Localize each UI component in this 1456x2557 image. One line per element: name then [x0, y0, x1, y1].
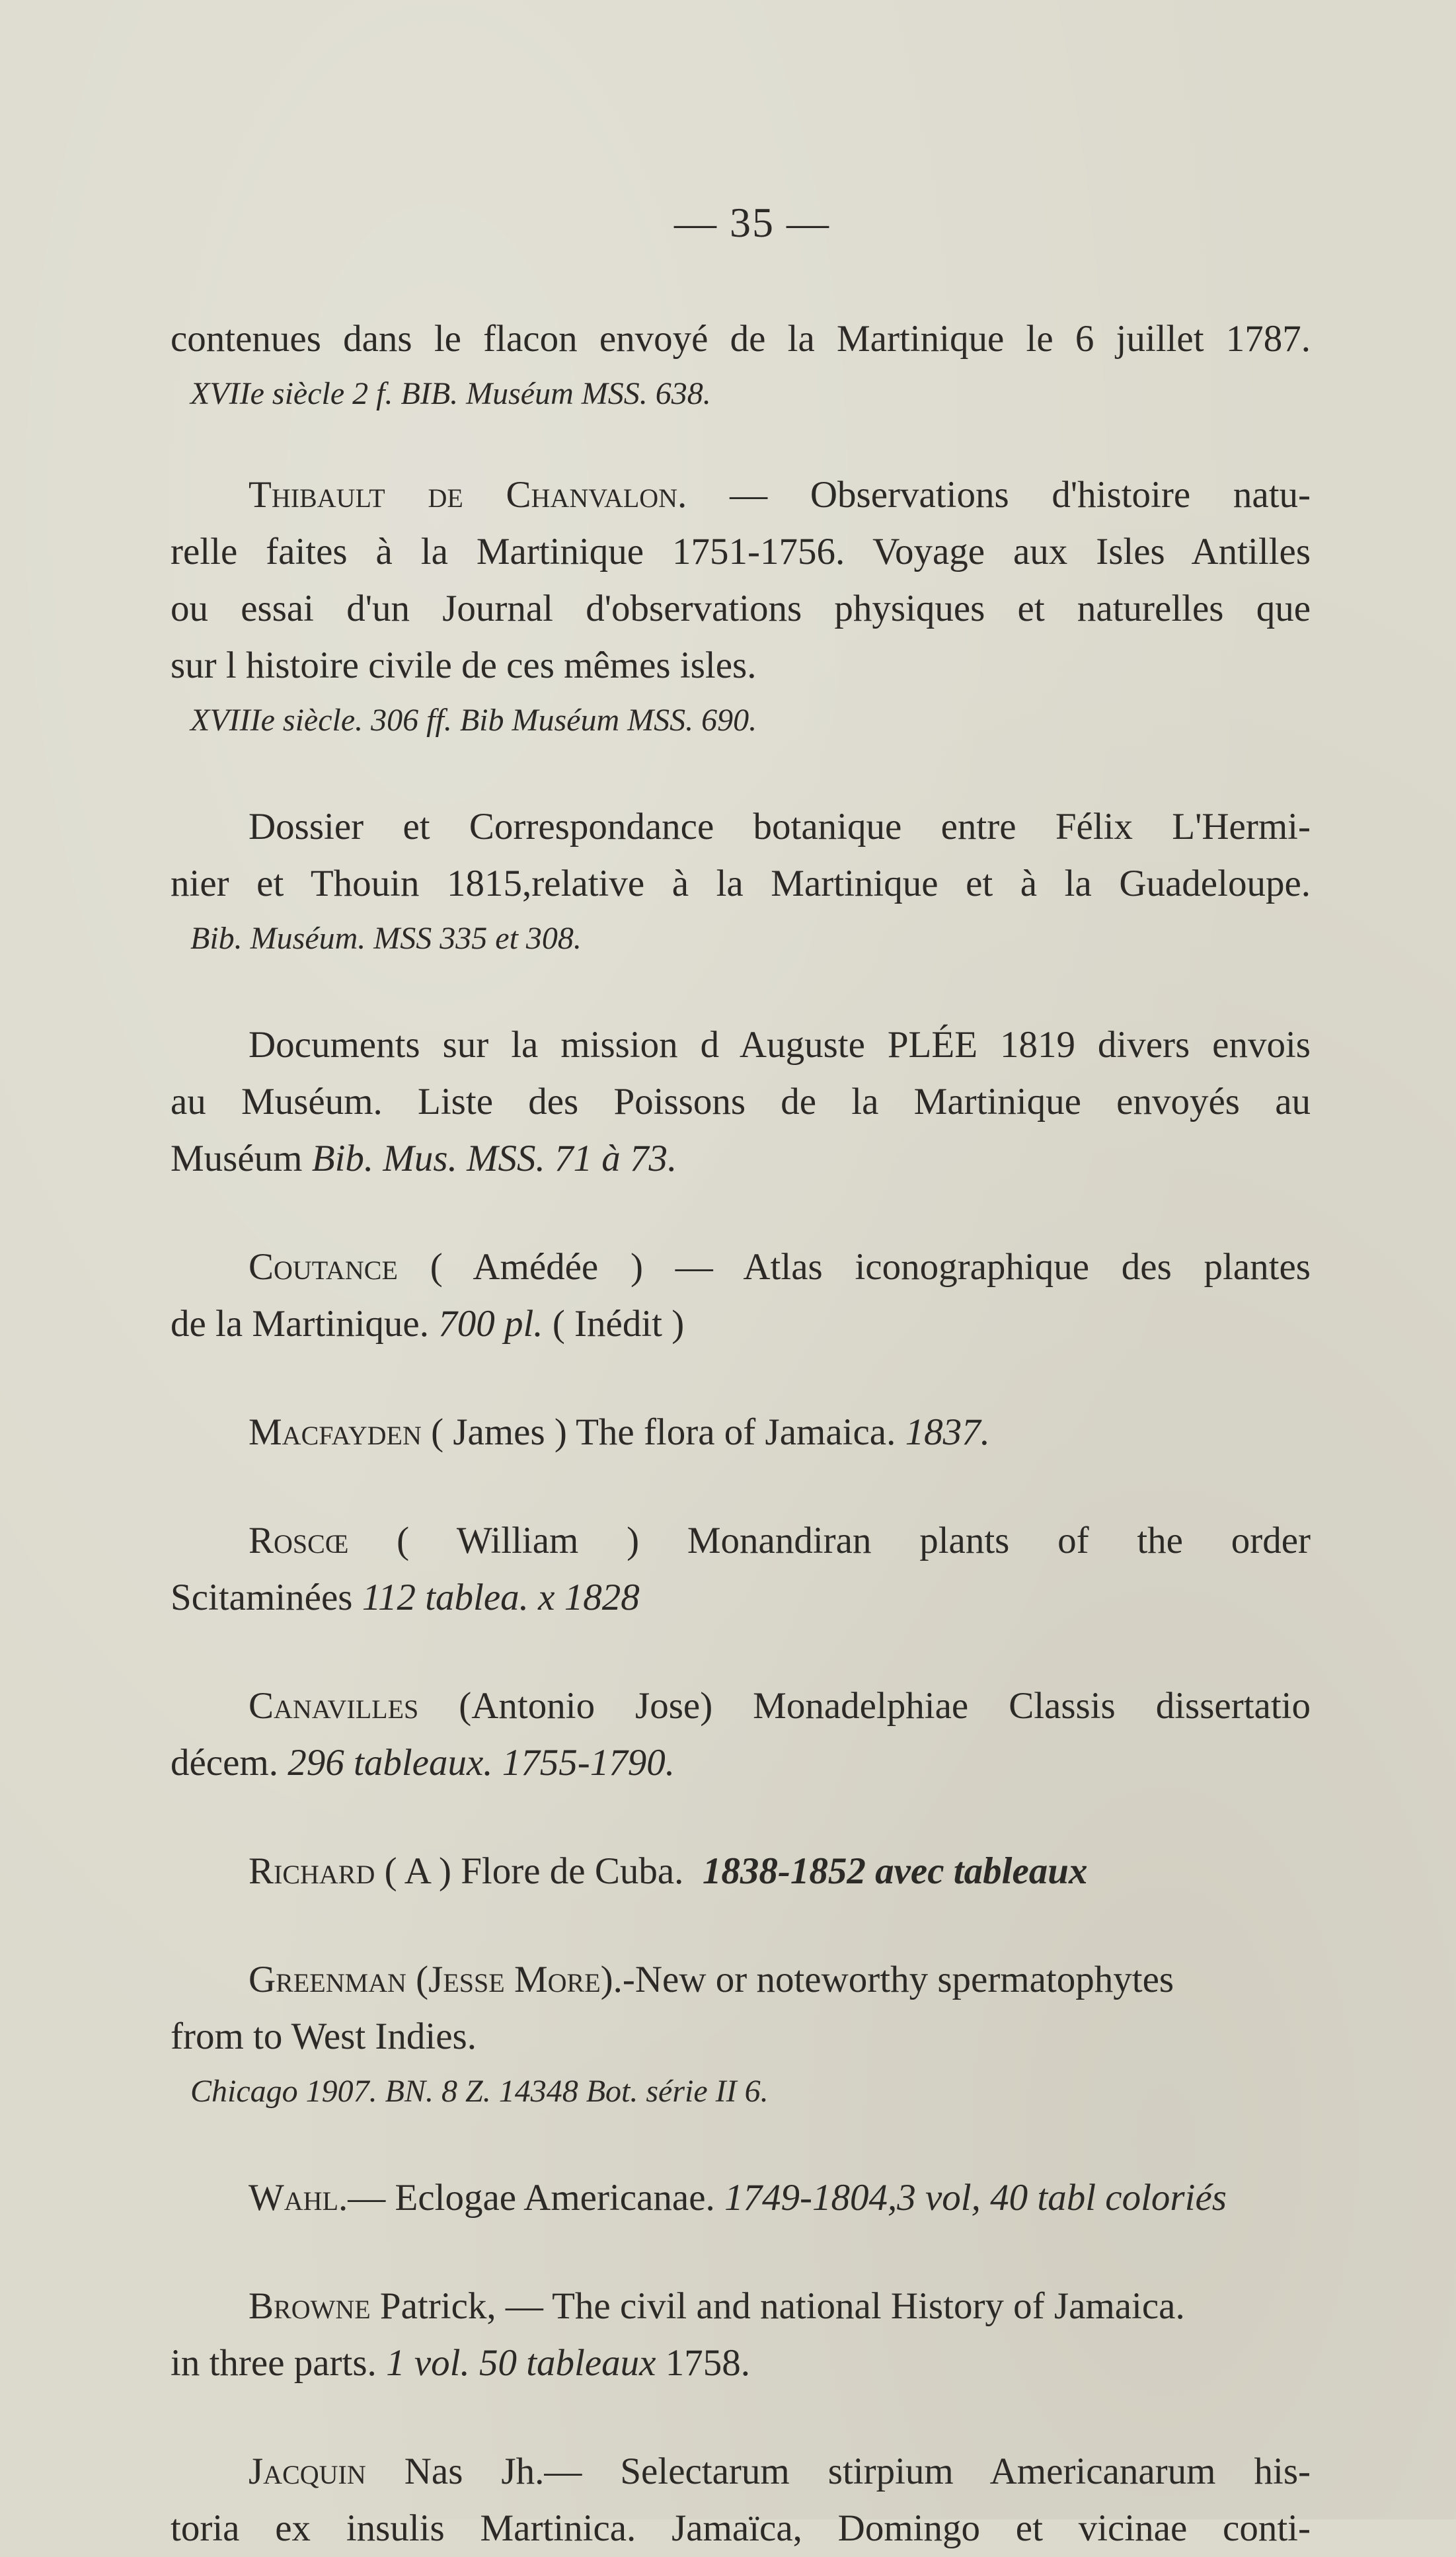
entry-plates: 700 pl. [438, 1303, 543, 1345]
entry-line [171, 1239, 1311, 1296]
entry-citation: XVIIe siècle 2 f. BIB. Muséum MSS. 638. [190, 376, 711, 411]
entry-line [171, 1130, 1311, 1187]
entry-author: Richard [249, 1850, 375, 1892]
entry-flacon [171, 311, 1311, 420]
entry-line: Documents sur la mission d Auguste PLÉE 1819 divers envois [249, 1024, 1311, 1066]
entry-text: décem. [171, 1742, 278, 1784]
entry-citation-inline: Bib. Mus. MSS. 71 à 73. [311, 1138, 677, 1179]
entry-browne [171, 2278, 1311, 2392]
entry-greenman [171, 1951, 1311, 2118]
entry-dossier [171, 799, 1311, 965]
entry-text: — Eclogae Americanae. [348, 2177, 715, 2219]
entry-roscoe [171, 1513, 1311, 1626]
entry-line [171, 1404, 1311, 1461]
entry-author: Roscœ [249, 1520, 349, 1561]
entry-line: from to West Indies. [171, 2016, 477, 2057]
entry-text: Patrick, — The civil and national History of Jamaica. [379, 2285, 1185, 2327]
entry-line [171, 1735, 1311, 1791]
entry-plates: 296 tableaux. 1755-1790. [287, 1742, 675, 1784]
entry-author: Jacquin [249, 2451, 366, 2492]
entry-citation: XVIIIe siècle. 306 ff. Bib Muséum MSS. 690. [190, 703, 757, 738]
entry-text: Scitaminées [171, 1577, 353, 1618]
entry-line [171, 1513, 1311, 1569]
entry-line [171, 1843, 1311, 1900]
entry-author: Coutance [249, 1246, 398, 1288]
entry-line [171, 467, 1311, 524]
entry-text: in three parts. [171, 2342, 377, 2384]
entry-citation: Bib. Muséum. MSS 335 et 308. [190, 921, 582, 956]
entry-text: -New or noteworthy spermatophytes [622, 1959, 1174, 2000]
entry-note: ( Inédit ) [552, 1303, 685, 1345]
entry-text: ( Amédée ) — Atlas iconographique des plantes [430, 1246, 1311, 1288]
page-number: — 35 — [674, 199, 830, 246]
entry-coutance [171, 1239, 1311, 1353]
entry-text: ( William ) Monandiran plants of the order [397, 1520, 1311, 1561]
entry-richard [171, 1843, 1311, 1900]
entry-documents [171, 1017, 1311, 1187]
entry-author: Browne [249, 2285, 371, 2327]
entry-line: ou essai d'un Journal d'observations physiques et naturelles que [171, 588, 1311, 629]
entry-line: sur l histoire civile de ces mêmes isles. [171, 645, 757, 686]
entry-text: Nas Jh.— Selectarum stirpium Americanarum his- [404, 2451, 1311, 2492]
entry-text: ( James ) The flora of Jamaica. [431, 1411, 896, 1453]
entry-author: Greenman (Jesse More). [249, 1959, 623, 2000]
entry-plates: 1749-1804,3 vol, 40 tabl coloriés [724, 2177, 1227, 2219]
entry-plates: 1838-1852 avec tableaux [702, 1850, 1088, 1892]
entry-line [171, 2170, 1311, 2226]
entry-wahl [171, 2170, 1311, 2226]
entry-line: contenues dans le flacon envoyé de la Martinique le 6 juillet 1787. [171, 318, 1311, 360]
entry-canavilles [171, 1678, 1311, 1791]
entry-line: nier et Thouin 1815,relative à la Martinique et à la Guadeloupe. [171, 863, 1311, 904]
entry-line [171, 1296, 1311, 1353]
entry-text: Muséum [171, 1138, 303, 1179]
entry-plates: 1 vol. 50 tableaux [386, 2342, 656, 2384]
entry-macfayden [171, 1404, 1311, 1461]
entry-text: (Antonio Jose) Monadelphiae Classis dissertatio [459, 1685, 1311, 1727]
entry-line [171, 1951, 1311, 2008]
entry-thibault [171, 467, 1311, 747]
entry-line [171, 1678, 1311, 1735]
entry-line: Dossier et Correspondance botanique entre Félix L'Hermi- [249, 806, 1311, 847]
entry-text: de la Martinique. [171, 1303, 429, 1345]
entry-line: toria ex insulis Martinica. Jamaïca, Domingo et vicinae conti- [171, 2507, 1311, 2549]
entry-author: Canavilles [249, 1685, 419, 1727]
entry-jacquin [171, 2443, 1311, 2557]
entry-line [171, 2443, 1311, 2500]
entry-line [171, 2278, 1311, 2335]
entry-citation: Chicago 1907. BN. 8 Z. 14348 Bot. série II 6. [190, 2074, 769, 2109]
entry-plates: 112 tablea. x 1828 [362, 1577, 640, 1618]
entry-text: ( A ) Flore de Cuba. [384, 1850, 684, 1892]
entry-author: Thibault de Chanvalon. [249, 474, 687, 516]
entry-text: — Observations d'histoire natu- [730, 474, 1311, 516]
entry-line [171, 1569, 1311, 1626]
entry-line: au Muséum. Liste des Poissons de la Martinique envoyés au [171, 1081, 1311, 1122]
entry-year: 1837. [905, 1411, 990, 1453]
entry-line [171, 2335, 1311, 2392]
entry-line: relle faites à la Martinique 1751-1756. Voyage aux Isles Antilles [171, 531, 1311, 572]
entry-author: Wahl. [249, 2177, 348, 2219]
entry-year: 1758. [665, 2342, 750, 2384]
text-column [171, 311, 1311, 2557]
entry-author: Macfayden [249, 1411, 422, 1453]
